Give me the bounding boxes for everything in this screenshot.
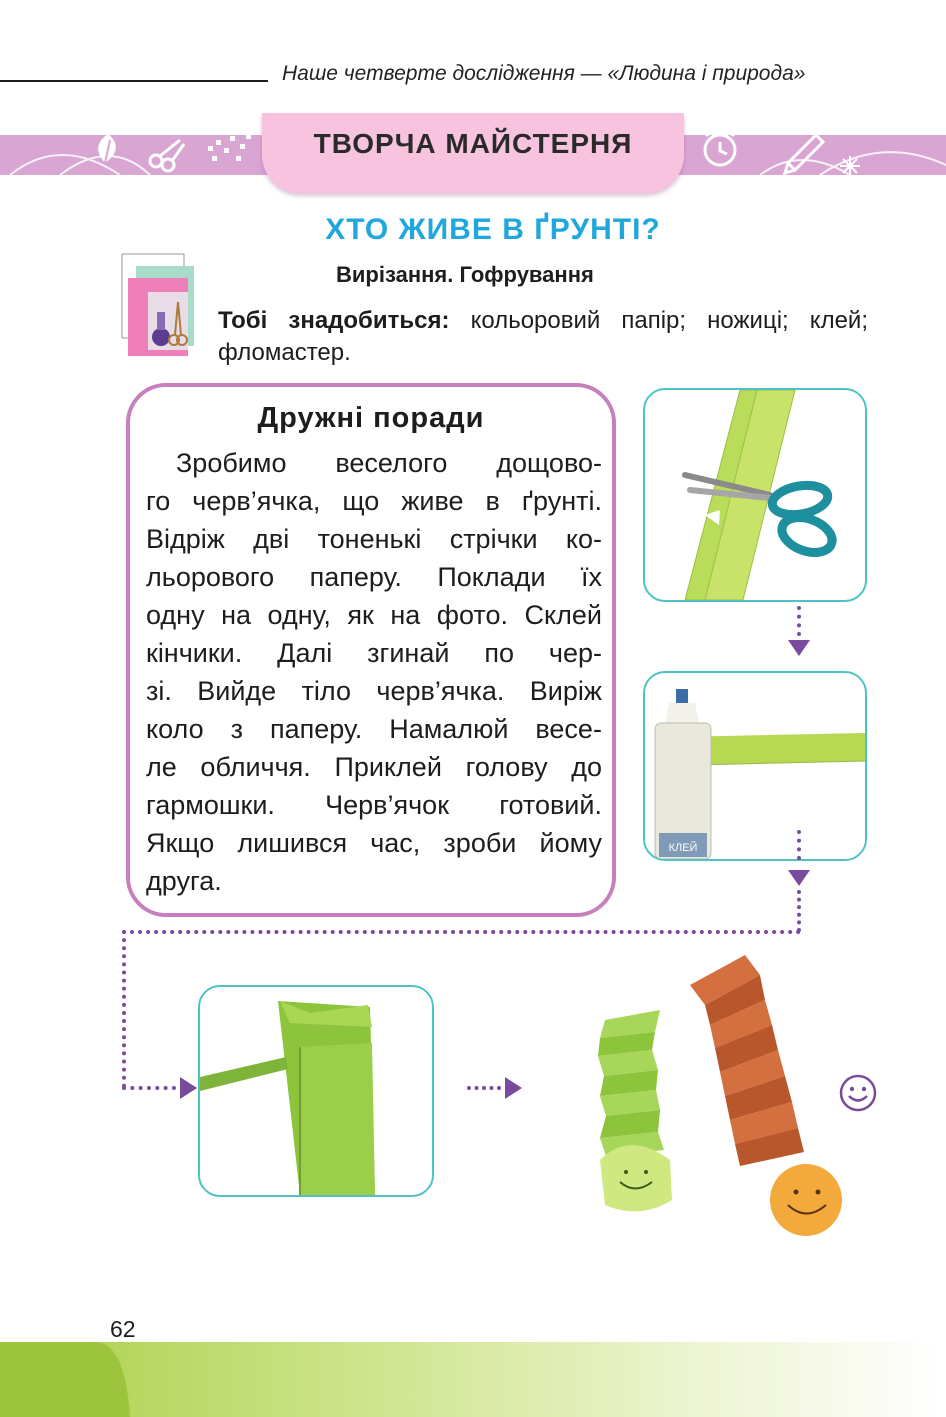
tips-word: що — [342, 486, 380, 516]
tips-word: друга. — [146, 866, 222, 896]
connector-6 — [122, 1086, 176, 1090]
arrow-right-icon — [505, 1077, 522, 1099]
tips-word: Склей — [524, 600, 602, 630]
tips-word: до — [571, 752, 602, 782]
materials — [218, 305, 868, 369]
tips-line — [146, 558, 602, 596]
tips-word: Далі — [277, 638, 333, 668]
banner-right-icons — [690, 118, 890, 176]
photo-cutting-strips — [643, 388, 867, 602]
materials-icon — [118, 252, 200, 360]
tips-word: ле — [146, 752, 177, 782]
tips-word: Виріж — [529, 676, 602, 706]
banner-left-icons — [80, 118, 260, 176]
connector-3 — [797, 890, 801, 932]
connector-4 — [122, 930, 801, 934]
tips-word: з — [230, 714, 243, 744]
tips-word: Якщо — [146, 828, 215, 858]
tips-word: черв’ячка, — [192, 486, 321, 516]
running-header: Наше четверте дослідження — «Людина і природа» — [282, 62, 806, 85]
alarm-clock-icon — [705, 130, 735, 165]
scissors-icon — [150, 140, 184, 171]
tips-line — [146, 672, 602, 710]
footer-band — [0, 1342, 946, 1417]
tips-word: Приклей — [334, 752, 442, 782]
tips-word: дві — [253, 524, 290, 554]
tips-word: як — [347, 600, 374, 630]
tips-word: одну, — [267, 600, 331, 630]
tips-word: йому — [539, 828, 602, 858]
glue-label: КЛЕЙ — [668, 842, 698, 854]
tips-word: зроби — [443, 828, 517, 858]
tips-word: черв’ячка. — [376, 676, 505, 706]
leaf-icon — [98, 134, 116, 163]
tips-word: стрічки — [449, 524, 538, 554]
tips-line — [146, 444, 602, 482]
footer-curve — [0, 1342, 140, 1417]
page-number: 62 — [110, 1316, 136, 1342]
connector-7 — [467, 1086, 501, 1090]
tips-word: по — [484, 638, 514, 668]
tips-word: Вийде — [197, 676, 277, 706]
arrow-down-icon — [788, 870, 810, 886]
tips-word: живе — [401, 486, 464, 516]
tips-word: дощово- — [496, 448, 602, 478]
tips-word: Черв’ячок — [325, 790, 450, 820]
photo-folding-strips — [198, 985, 434, 1197]
tips-line — [146, 482, 602, 520]
tips-word: го — [146, 486, 171, 516]
tips-word: Поклади — [437, 562, 546, 592]
tips-word: лишився — [237, 828, 348, 858]
tips-word: льорового — [146, 562, 275, 592]
pencil-icon — [785, 135, 823, 173]
subtitle: Вирізання. Гофрування — [336, 262, 594, 287]
connector-1 — [797, 606, 801, 636]
tips-word: на — [390, 600, 421, 630]
header-rule — [0, 80, 268, 82]
tips-word: паперу. — [309, 562, 402, 592]
tips-word: коло — [146, 714, 204, 744]
banner-title: ТВОРЧА МАЙСТЕРНЯ — [313, 128, 633, 159]
tips-word: паперу. — [269, 714, 363, 744]
tips-word: їх — [580, 562, 602, 592]
tips-line — [146, 748, 602, 786]
tips-title: Дружні поради — [257, 402, 485, 434]
tips-word: готовий. — [499, 790, 602, 820]
materials-items: кольоровий папір; ножиці; клей; фломастер. — [218, 307, 868, 366]
snowflake-icon — [840, 156, 860, 176]
tips-line — [146, 786, 602, 824]
tips-word: згинай — [367, 638, 450, 668]
tips-line — [146, 596, 602, 634]
materials-label: Тобі знадобиться: — [218, 307, 450, 334]
tips-line — [146, 520, 602, 558]
tips-word: веселого — [335, 448, 448, 478]
orange-worm — [690, 955, 842, 1236]
tips-word: голову — [465, 752, 548, 782]
tips-line — [146, 824, 602, 862]
glue-bottle-icon — [655, 689, 711, 859]
tips-word: чер- — [548, 638, 602, 668]
tips-text — [146, 444, 602, 900]
photo-finished-worms — [560, 950, 880, 1240]
connector-2 — [797, 830, 801, 860]
arrow-right-icon — [180, 1077, 197, 1099]
tips-word: весе- — [535, 714, 602, 744]
tips-word: час, — [370, 828, 421, 858]
tips-word: гармошки. — [146, 790, 275, 820]
tips-word: зі. — [146, 676, 172, 706]
tips-word: Відріж — [146, 524, 225, 554]
section-title: ХТО ЖИВЕ В ҐРУНТІ? — [325, 213, 661, 246]
arrow-down-icon — [788, 640, 810, 656]
tips-word: Зробимо — [176, 448, 287, 478]
tips-word: одну — [146, 600, 205, 630]
tips-line — [146, 862, 602, 900]
photo-gluing-strips — [643, 671, 867, 861]
tips-word: Намалюй — [389, 714, 509, 744]
tips-word: ґрунті. — [521, 486, 602, 516]
green-worm — [598, 1010, 672, 1211]
tips-word: обличчя. — [200, 752, 311, 782]
tips-word: в — [485, 486, 500, 516]
connector-5 — [122, 930, 126, 1088]
tips-word: фото. — [436, 600, 509, 630]
tips-word: тіло — [301, 676, 352, 706]
tips-word: ко- — [565, 524, 602, 554]
tips-line — [146, 710, 602, 748]
tips-word: кінчики. — [146, 638, 243, 668]
stars-icon — [208, 134, 251, 161]
tips-line — [146, 634, 602, 672]
tips-word: на — [221, 600, 252, 630]
tips-word: тоненькі — [317, 524, 422, 554]
smiley-icon — [838, 1073, 878, 1113]
